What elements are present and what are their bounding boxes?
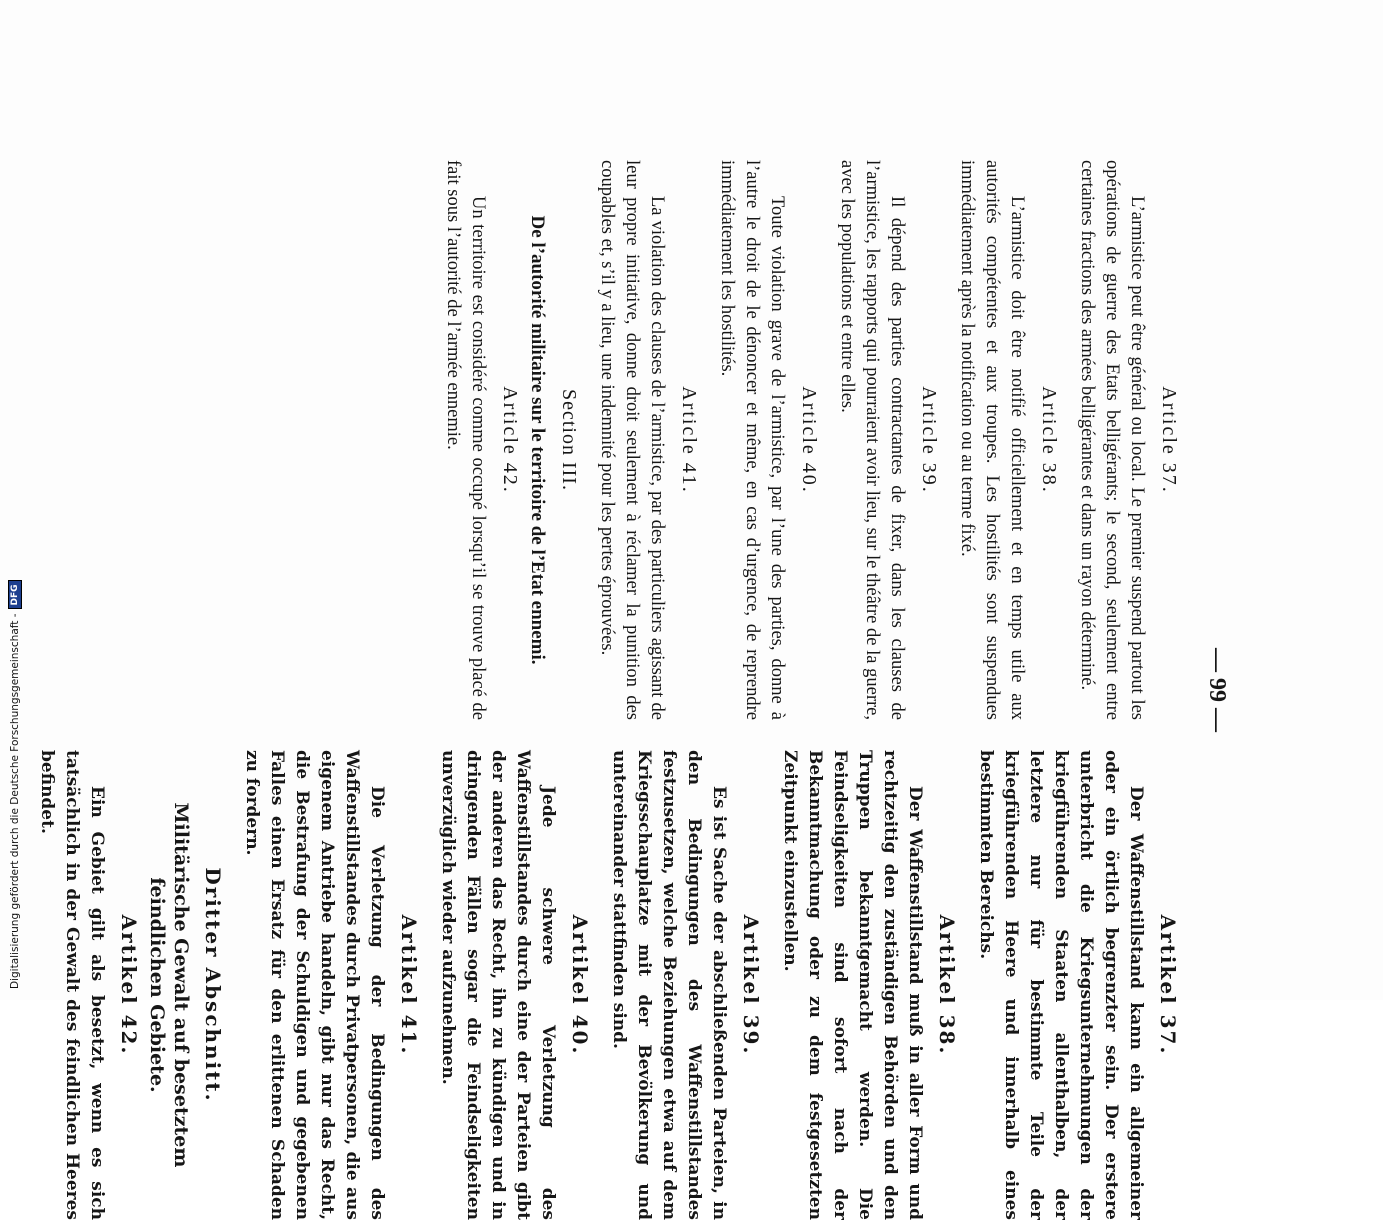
article-37-fr (1074, 160, 1180, 720)
french-column (426, 160, 1184, 720)
article-heading: Article 37. (1158, 386, 1180, 494)
article-heading: Artikel 40. (568, 914, 592, 1056)
article-heading: Artikel 39. (739, 914, 763, 1056)
article-38-fr (954, 160, 1060, 720)
article-text: L’armistice doit être notifié officiellement et en temps utile aux autorités compétentes et aux troupes. Les hostilités sont suspendues immédiatement après la notification ou au terme fixé. (957, 160, 1027, 720)
article-heading: Article 38. (1038, 386, 1060, 494)
article-heading: Artikel 41. (397, 914, 421, 1056)
article-heading: Article 39. (918, 386, 940, 494)
article-heading: Article 42. (499, 386, 521, 494)
article-heading: Artikel 37. (1156, 914, 1180, 1056)
article-text: La violation des clauses de l’armistice, par des particuliers agissant de leur propre initiative, donne droit seulement à réclamer la punition des coupables et, s’il y a lieu, une indemnité pour les pertes éprouvées. (597, 160, 667, 720)
article-37-de (973, 750, 1180, 1220)
section-3-de (34, 750, 225, 1220)
page-number: — 99 — (1204, 648, 1230, 732)
article-text: Die Verletzung der Bedingungen des Waffenstillstandes durch Privatpersonen, die aus eigenem Antriebe handeln, gibt nur das Recht, die Bestrafung der Schuldigen und gegebenen Falles einen Ersatz für den erlittenen Schaden zu fordern. (242, 750, 387, 1220)
article-40-fr (714, 160, 820, 720)
dfg-logo: DFG (8, 580, 22, 609)
article-39-fr (834, 160, 940, 720)
article-text: Jede schwere Verletzung des Waffenstillstandes durch eine der Parteien gibt der anderen das Recht, ihn zu kündigen und in dringenden Fällen sogar die Feindseligkeiten unverzüglich wieder aufzunehmen. (438, 750, 558, 1220)
rotated-page-content (37, 160, 1230, 1220)
digitization-note-text: Digitalisierung gefördert durch die Deutsche Forschungsgemeinschaft - (9, 613, 21, 989)
article-heading: Article 41. (678, 386, 700, 494)
section-heading: Section III. (558, 389, 580, 491)
article-text: Ein Gebiet gilt als besetzt, wenn es sich tatsächlich in der Gewalt des feindlichen Heeres befindet. (37, 750, 107, 1220)
article-text: Toute violation grave de l’armistice, par l’une des parties, donne à l’autre le droit de le dénoncer et même, en cas d’urgence, de reprendre immédiatement les hostilités. (717, 160, 787, 720)
article-text: Der Waffenstillstand muß in aller Form und rechtzeitig den zuständigen Behörden und den Truppen bekanntgemacht werden. Die Feindseligkeiten sind sofort nach der Bekanntmachung oder zu dem festgesetzten Zeitpunkt einzustellen. (780, 750, 925, 1220)
section-heading: Dritter Abschnitt. (201, 867, 225, 1103)
article-41-de (239, 750, 421, 1220)
article-heading: Artikel 38. (935, 914, 959, 1056)
section-3-fr (440, 160, 580, 720)
article-38-de (777, 750, 959, 1220)
digitization-note (8, 580, 22, 989)
article-text: Il dépend des parties contractantes de fixer, dans les clauses de l’armistice, les rapports qui pourraient avoir lieu, sur le théâtre de la guerre, avec les populations et entre elles. (837, 160, 907, 720)
article-41-fr (594, 160, 700, 720)
german-column (20, 750, 1184, 1220)
article-39-de (606, 750, 763, 1220)
article-text: L’armistice peut être général ou local. Le premier suspend partout les opérations de guerre des Etats belligérants; le second, seulement entre certaines fractions des armées belligérantes et dans un rayon déterminé. (1077, 160, 1147, 720)
article-text: Es ist Sache der abschließenden Parteien, in den Bedingungen des Waffenstillstandes festzusetzen, welche Beziehungen etwa auf dem Kriegsschauplatze mit der Bevölkerung und untereinander stattfinden sind. (609, 750, 729, 1220)
article-40-de (435, 750, 592, 1220)
article-heading: Article 40. (798, 386, 820, 494)
article-text: Un territoire est considéré comme occupé lorsqu’il se trouve placé de fait sous l’autorité de l’armée ennemie. (443, 160, 488, 720)
article-text: Der Waffenstillstand kann ein allgemeiner oder ein örtlich begrenzter sein. Der erstere unterbricht die Kriegsunternehmungen der kriegführenden Staaten allenthalben, der letztere nur für bestimmte Teile der kriegführenden Heere und innerhalb eines bestimmten Bereichs. (976, 750, 1146, 1220)
article-heading: Artikel 42. (117, 914, 141, 1056)
section-subtitle: De l’autorité militaire sur le territoire de l’Etat ennemi. (527, 215, 548, 665)
section-subtitle: Militärische Gewalt auf besetztem feindlichen Gebiete. (146, 802, 192, 1168)
